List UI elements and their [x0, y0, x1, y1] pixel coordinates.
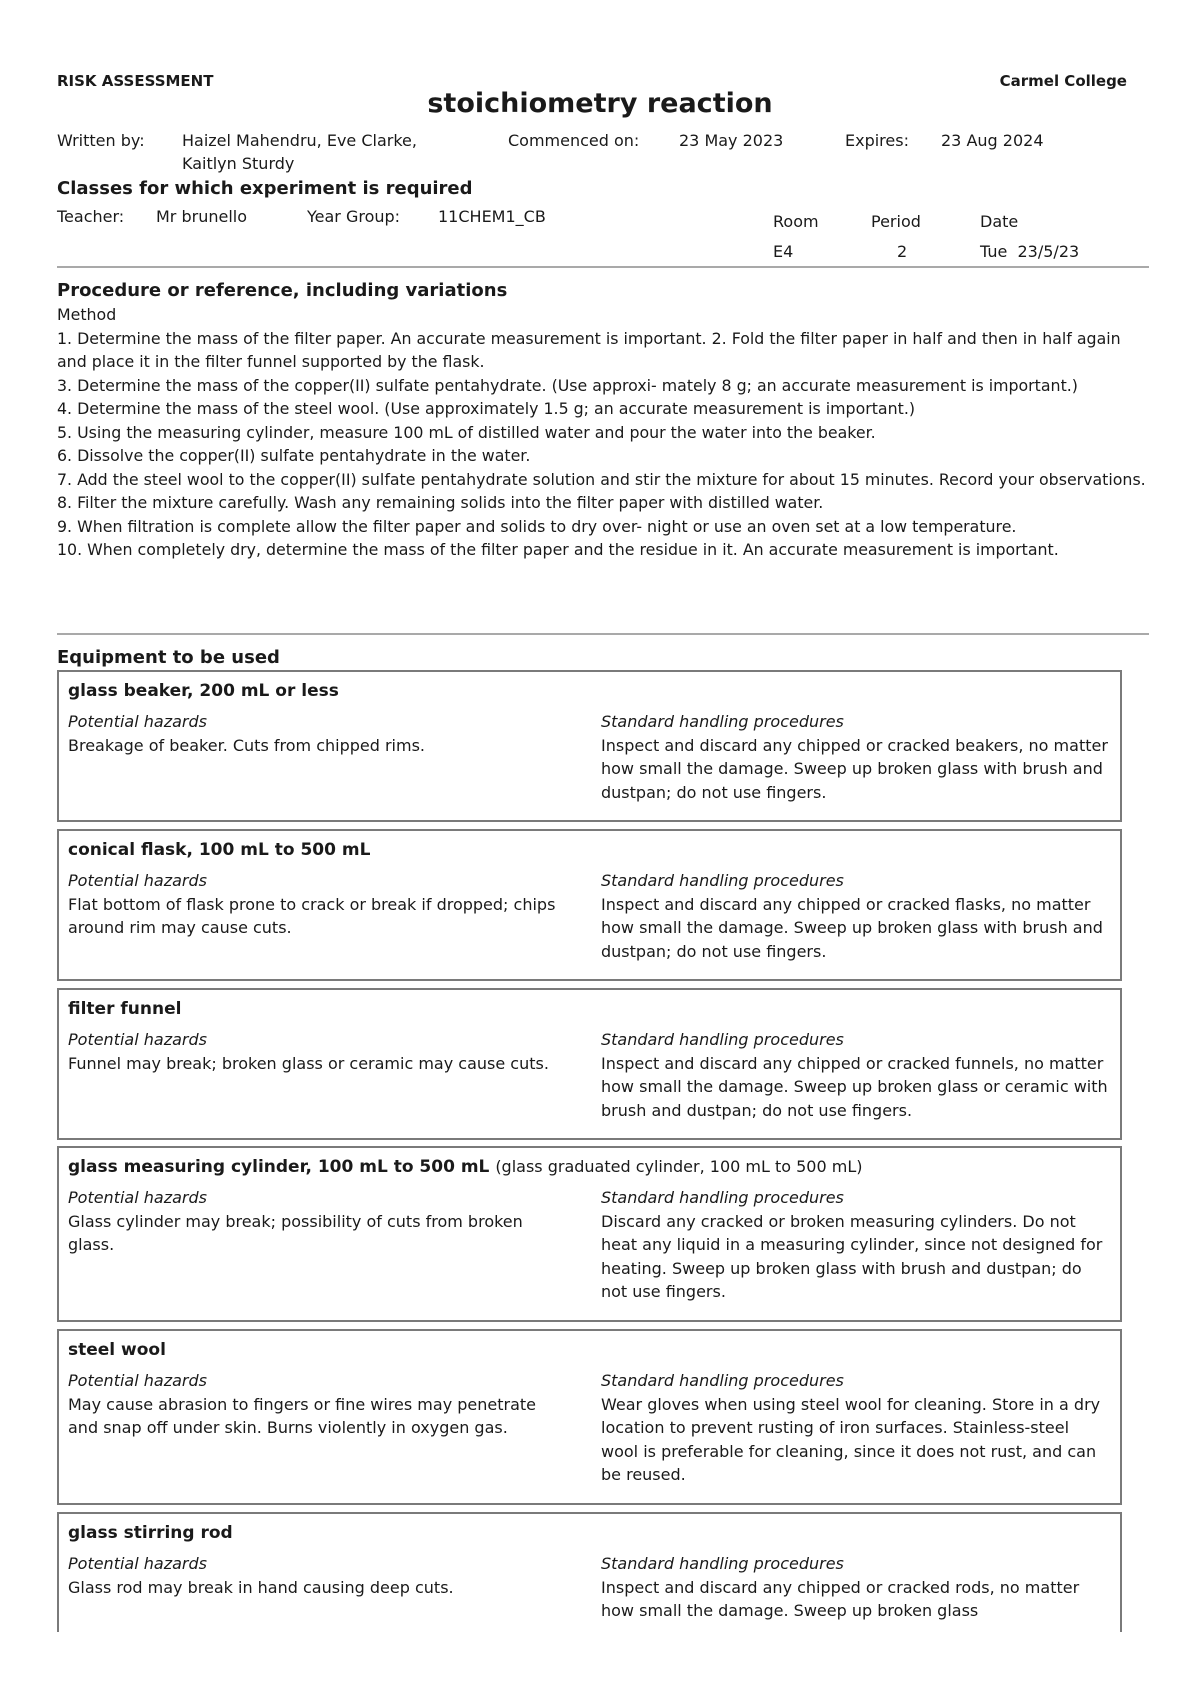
hazards-column: [68, 1186, 568, 1257]
written-by-line1: Haizel Mahendru, Eve Clarke,: [182, 131, 417, 150]
expires-value: 23 Aug 2024: [941, 131, 1044, 150]
procedures-text: Inspect and discard any chipped or cracked beakers, no matter how small the damage. Sweep up broken glass with brush and dustpan; do not use fingers.: [601, 735, 1108, 802]
date-value: Tue 23/5/23: [980, 242, 1080, 261]
commenced-label: Commenced on:: [508, 131, 640, 150]
hazards-text: May cause abrasion to fingers or fine wires may penetrate and snap off under skin. Burns violently in oxygen gas.: [68, 1394, 537, 1437]
procedures-column: [601, 1028, 1111, 1122]
procedures-column: [601, 1369, 1111, 1487]
procedures-text: Discard any cracked or broken measuring cylinders. Do not heat any liquid in a measuring cylinder, since not designed for heating. Sweep up broken glass with brush and dustpan; do not use fingers.: [601, 1211, 1103, 1301]
hazards-label: Potential hazards: [68, 712, 207, 731]
hazards-text: Breakage of beaker. Cuts from chipped rims.: [68, 735, 425, 755]
hazards-label: Potential hazards: [68, 1371, 207, 1390]
written-by-value: [182, 129, 417, 175]
hazards-text: Glass cylinder may break; possibility of cuts from broken glass.: [68, 1211, 523, 1254]
equipment-item-steel-wool: [57, 1329, 1122, 1505]
procedures-label: Standard handling procedures: [601, 1371, 844, 1390]
hazards-label: Potential hazards: [68, 1188, 207, 1207]
procedures-column: [601, 710, 1111, 804]
hazards-label: Potential hazards: [68, 1554, 207, 1573]
procedure-line: 6. Dissolve the copper(II) sulfate pentahydrate in the water.: [57, 446, 531, 465]
equipment-item-conical-flask: [57, 829, 1122, 981]
equipment-item-glass-beaker: [57, 670, 1122, 822]
doc-type-label: RISK ASSESSMENT: [57, 72, 214, 90]
procedures-column: [601, 869, 1111, 963]
procedure-line: 10. When completely dry, determine the mass of the filter paper and the residue in it. An accurate measurement is important.: [57, 540, 1059, 559]
hazards-text: Flat bottom of flask prone to crack or break if dropped; chips around rim may cause cuts.: [68, 894, 556, 937]
equipment-item-filter-funnel: [57, 988, 1122, 1140]
equipment-item-stirring-rod: [57, 1512, 1122, 1632]
period-label: Period: [871, 212, 921, 231]
equipment-name: glass beaker, 200 mL or less: [68, 681, 339, 701]
procedures-text: Inspect and discard any chipped or cracked rods, no matter how small the damage. Sweep up broken glass: [601, 1577, 1080, 1620]
year-group-label: Year Group:: [307, 207, 401, 226]
procedures-text: Inspect and discard any chipped or cracked funnels, no matter how small the damage. Sweep up broken glass or ceramic with brush and dustpan; do not use fingers.: [601, 1053, 1108, 1120]
equipment-name: filter funnel: [68, 999, 182, 1019]
written-by-label: Written by:: [57, 131, 145, 150]
expires-label: Expires:: [845, 131, 909, 150]
room-label: Room: [773, 212, 819, 231]
procedure-line: 3. Determine the mass of the copper(II) sulfate pentahydrate. (Use approxi- mately 8 g; an accurate measurement is important.): [57, 375, 1078, 395]
equipment-name: glass stirring rod: [68, 1523, 233, 1543]
procedure-line: 5. Using the measuring cylinder, measure 100 mL of distilled water and pour the water into the beaker.: [57, 422, 876, 442]
written-by-line2: Kaitlyn Sturdy: [182, 154, 295, 173]
divider: [57, 266, 1149, 268]
procedures-column: [601, 1186, 1111, 1304]
hazards-text: Funnel may break; broken glass or ceramic may cause cuts.: [68, 1053, 549, 1073]
equipment-item-measuring-cylinder: [57, 1146, 1122, 1322]
procedures-label: Standard handling procedures: [601, 1188, 844, 1207]
procedures-label: Standard handling procedures: [601, 1554, 844, 1573]
hazards-label: Potential hazards: [68, 1030, 207, 1049]
hazards-text: Glass rod may break in hand causing deep cuts.: [68, 1577, 454, 1597]
divider: [57, 633, 1149, 635]
equipment-name: steel wool: [68, 1340, 166, 1360]
hazards-label: Potential hazards: [68, 871, 207, 890]
classes-heading: Classes for which experiment is required: [57, 178, 473, 199]
procedure-line: 4. Determine the mass of the steel wool. (Use approximately 1.5 g; an accurate measurement is important.): [57, 399, 916, 418]
hazards-column: [68, 1028, 568, 1075]
procedures-column: [601, 1552, 1111, 1623]
hazards-column: [68, 1369, 568, 1440]
procedures-text: Wear gloves when using steel wool for cleaning. Store in a dry location to prevent rusting of iron surfaces. Stainless-steel wool is preferable for cleaning, since it does not rust, and can be reused.: [601, 1394, 1101, 1484]
teacher-label: Teacher:: [57, 207, 125, 226]
teacher-value: Mr brunello: [156, 207, 248, 226]
page-title: stoichiometry reaction: [427, 88, 773, 119]
procedure-line: 8. Filter the mixture carefully. Wash any remaining solids into the filter paper with distilled water.: [57, 493, 824, 512]
period-value: 2: [897, 242, 908, 261]
procedures-text: Inspect and discard any chipped or cracked flasks, no matter how small the damage. Sweep up broken glass with brush and dustpan; do not use fingers.: [601, 894, 1103, 961]
equipment-name: glass measuring cylinder, 100 mL to 500 mL (glass graduated cylinder, 100 mL to 500 mL): [68, 1157, 863, 1177]
commenced-value: 23 May 2023: [679, 131, 784, 150]
room-value: E4: [773, 242, 794, 261]
hazards-column: [68, 710, 568, 757]
procedures-label: Standard handling procedures: [601, 712, 844, 731]
equipment-alt-name: (glass graduated cylinder, 100 mL to 500 mL): [495, 1157, 863, 1176]
procedure-heading: Procedure or reference, including variations: [57, 280, 508, 301]
institution-name: Carmel College: [999, 72, 1127, 90]
year-group-value: 11CHEM1_CB: [438, 207, 546, 226]
hazards-column: [68, 869, 568, 940]
procedures-label: Standard handling procedures: [601, 1030, 844, 1049]
hazards-column: [68, 1552, 568, 1599]
procedure-text: [57, 303, 1147, 562]
procedure-line: Method: [57, 305, 117, 324]
equipment-name: conical flask, 100 mL to 500 mL: [68, 840, 371, 860]
procedure-line: 1. Determine the mass of the filter paper. An accurate measurement is important. 2. Fold the filter paper in half and then in half again and place it in the filter funnel supported by the flask.: [57, 328, 1121, 371]
procedure-line: 9. When filtration is complete allow the filter paper and solids to dry over- night or use an oven set at a low temperature.: [57, 516, 1017, 536]
equipment-heading: Equipment to be used: [57, 647, 280, 668]
procedure-line: 7. Add the steel wool to the copper(II) sulfate pentahydrate solution and stir the mixture for about 15 minutes. Record your observations.: [57, 469, 1146, 489]
procedures-label: Standard handling procedures: [601, 871, 844, 890]
date-label: Date: [980, 212, 1019, 231]
